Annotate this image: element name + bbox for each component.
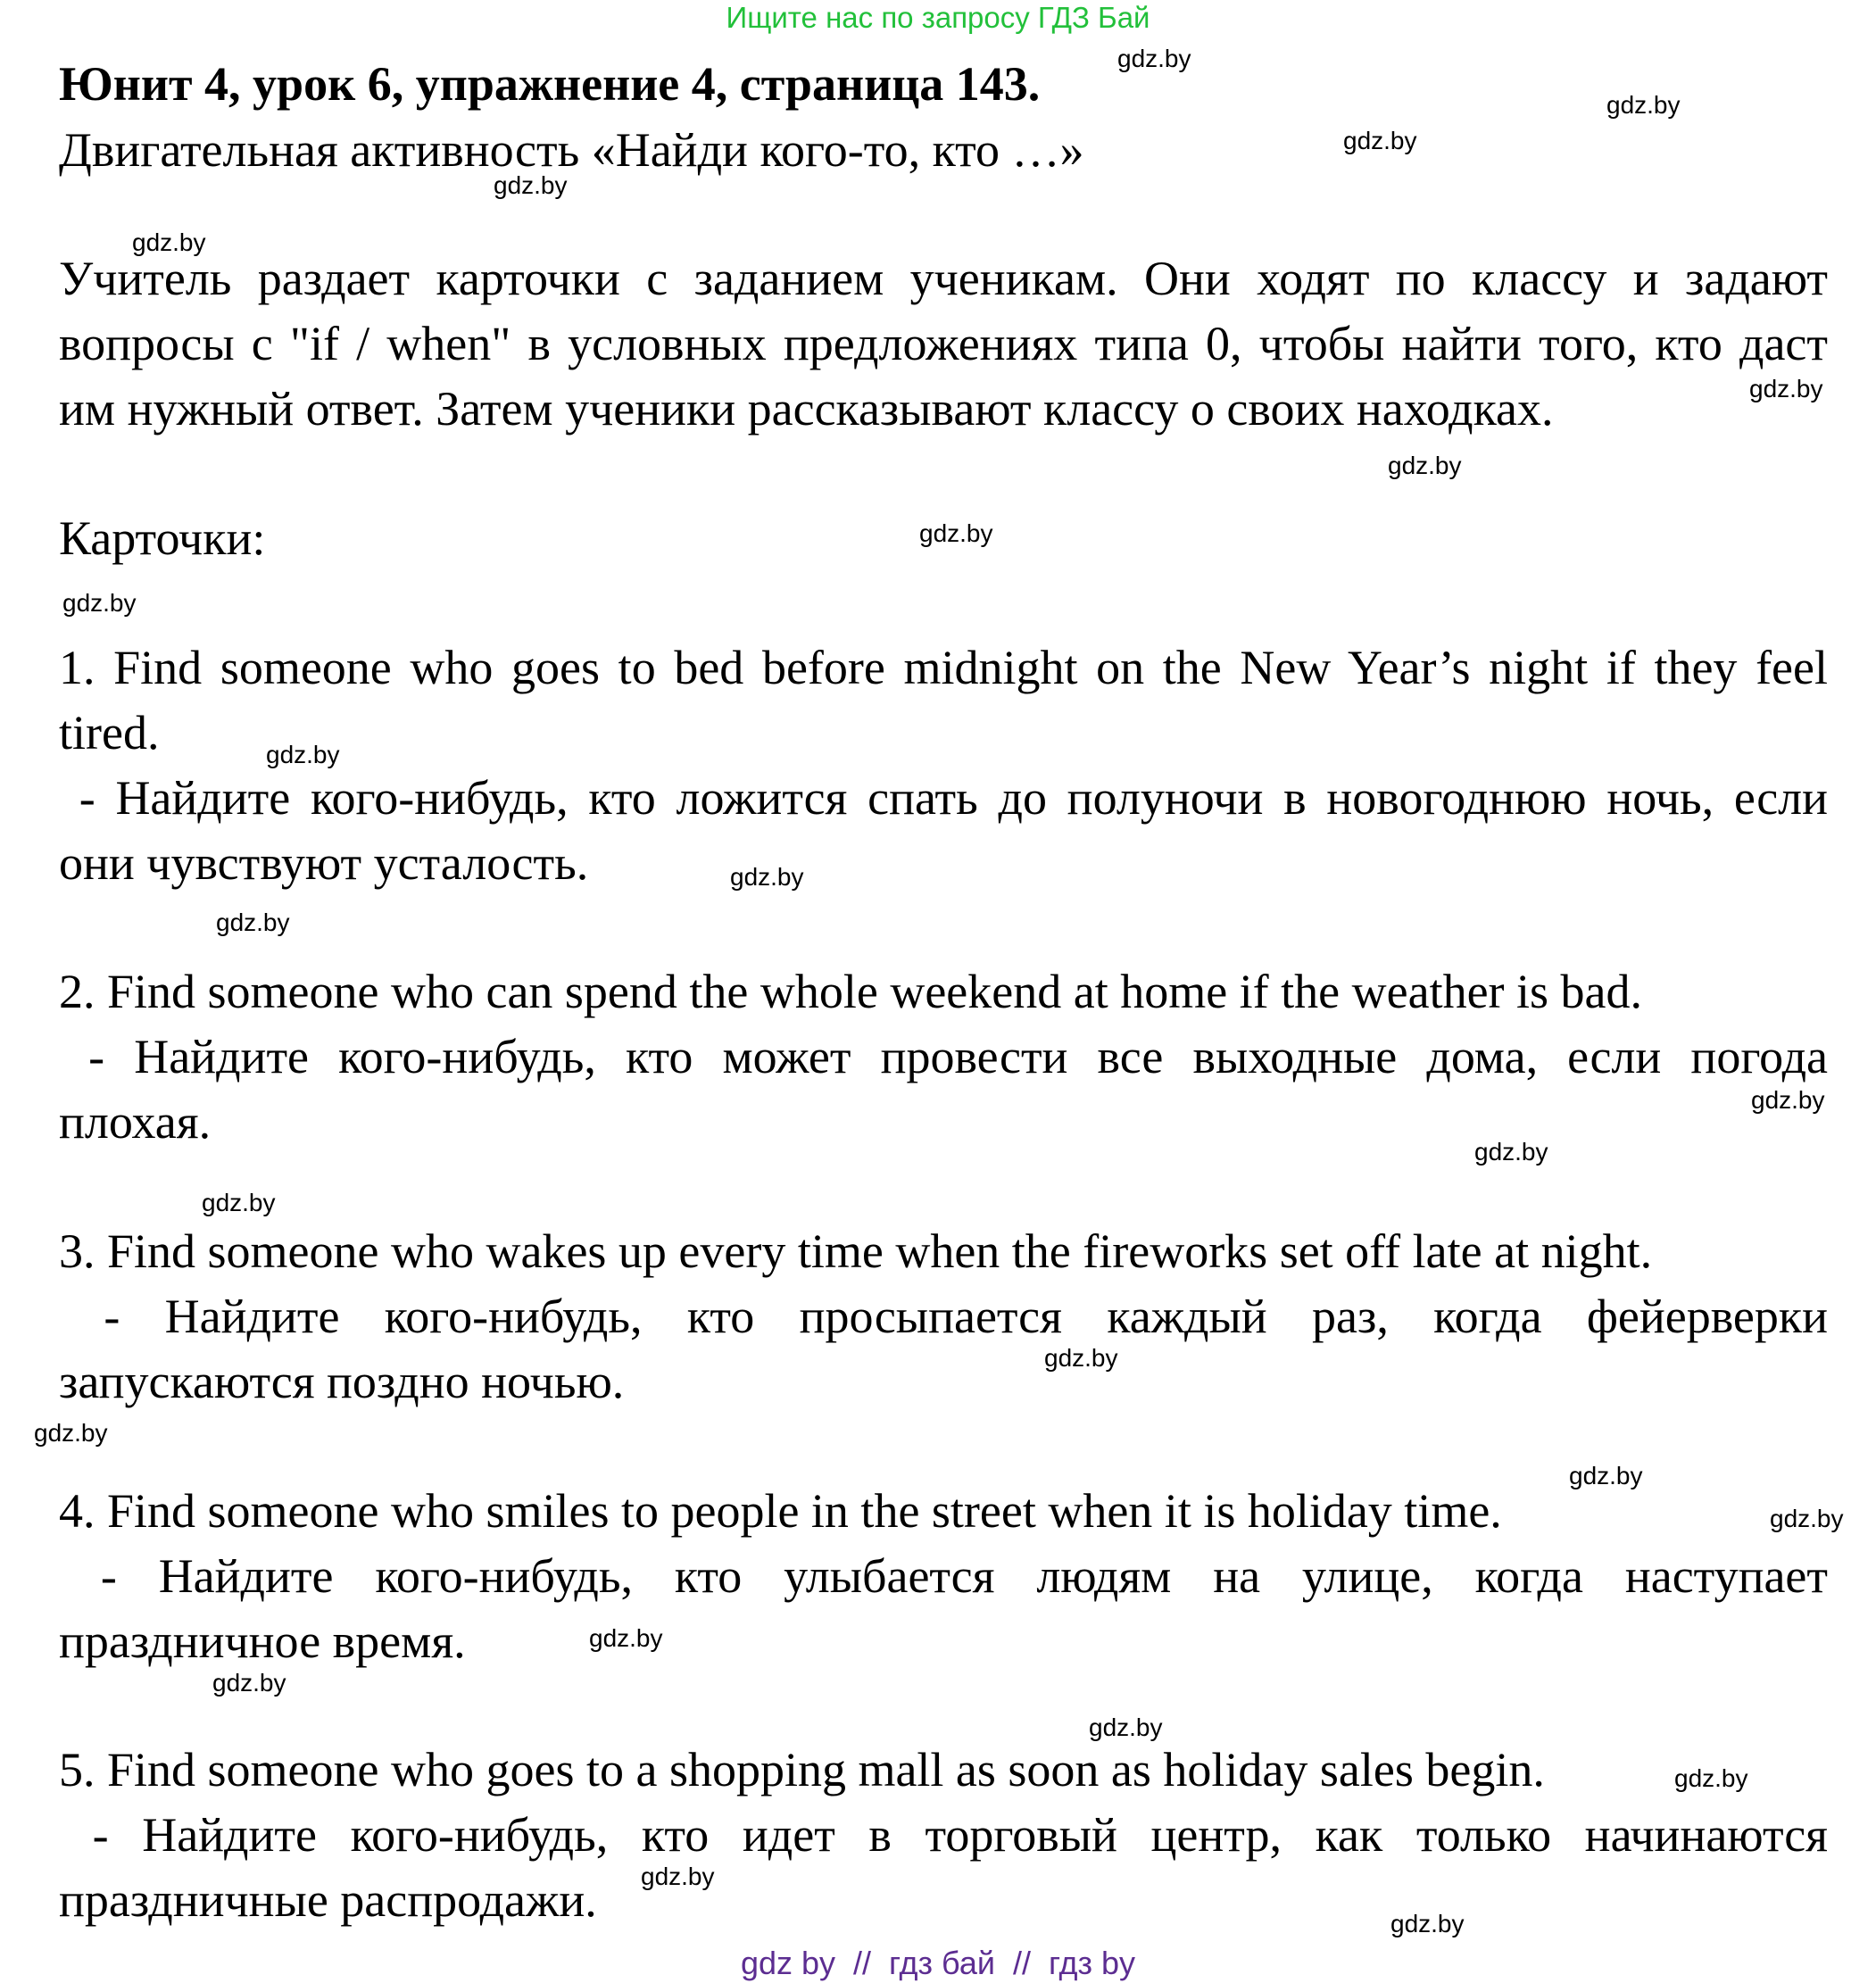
watermark: gdz.by xyxy=(1674,1764,1748,1792)
page-subtitle: Двигательная активность «Найди кого-то, кто …» xyxy=(59,123,1084,177)
card-3-ru-line-1: - Найдите кого-нибудь, кто просыпается каждый раз, когда фейерверки xyxy=(59,1290,1828,1343)
watermark: gdz.by xyxy=(212,1669,286,1697)
watermark: gdz.by xyxy=(1569,1462,1643,1489)
card-5-ru-line-2: праздничные распродажи. xyxy=(59,1873,597,1927)
watermark: gdz.by xyxy=(589,1624,663,1652)
watermark: gdz.by xyxy=(1388,452,1462,479)
card-1-ru-line-1: - Найдите кого-нибудь, кто ложится спать до полуночи в новогоднюю ночь, если xyxy=(59,771,1829,825)
watermark: gdz.by xyxy=(641,1863,715,1890)
card-2-ru-line-2: плохая. xyxy=(59,1095,212,1149)
watermark: gdz.by xyxy=(1751,1086,1825,1114)
card-4-ru-line-2: праздничное время. xyxy=(59,1614,466,1668)
watermark: gdz.by xyxy=(730,863,804,891)
watermark: gdz.by xyxy=(919,519,993,547)
intro-line-2: вопросы с "if / when" в условных предложениях типа 0, чтобы найти того, кто даст xyxy=(59,317,1828,370)
card-3-en-line-1: 3. Find someone who wakes up every time when the fireworks set off late at night. xyxy=(59,1224,1653,1278)
card-5-ru-line-1: - Найдите кого-нибудь, кто идет в торговый центр, как только начинаются xyxy=(59,1808,1829,1862)
watermark: gdz.by xyxy=(1117,45,1191,72)
intro-line-1: Учитель раздает карточки с заданием ученикам. Они ходят по классу и задают xyxy=(59,252,1828,305)
page-title: Юнит 4, урок 6, упражнение 4, страница 143. xyxy=(59,57,1041,111)
watermark: gdz.by xyxy=(1044,1344,1118,1372)
cards-label: Карточки: xyxy=(59,511,266,565)
watermark: gdz.by xyxy=(202,1189,276,1216)
card-2-en-line-1: 2. Find someone who can spend the whole weekend at home if the weather is bad. xyxy=(59,965,1643,1018)
card-2-ru-line-1: - Найдите кого-нибудь, кто может провести все выходные дома, если погода xyxy=(59,1030,1829,1083)
watermark: gdz.by xyxy=(1770,1505,1844,1532)
card-3-ru-line-2: запускаются поздно ночью. xyxy=(59,1355,625,1408)
watermark: gdz.by xyxy=(34,1419,108,1447)
watermark: gdz.by xyxy=(132,228,206,256)
card-4-ru-line-1: - Найдите кого-нибудь, кто улыбается людям на улице, когда наступает xyxy=(59,1549,1828,1603)
top-banner: Ищите нас по запросу ГДЗ Бай xyxy=(726,1,1150,34)
intro-line-3: им нужный ответ. Затем ученики рассказывают классу о своих находках. xyxy=(59,382,1554,436)
watermark: gdz.by xyxy=(1390,1910,1465,1937)
watermark: gdz.by xyxy=(62,589,137,617)
watermark: gdz.by xyxy=(1474,1138,1548,1166)
watermark: gdz.by xyxy=(216,909,290,936)
watermark: gdz.by xyxy=(1606,91,1681,119)
card-4-en-line-1: 4. Find someone who smiles to people in the street when it is holiday time. xyxy=(59,1484,1502,1538)
watermark: gdz.by xyxy=(494,171,568,199)
watermark: gdz.by xyxy=(266,741,340,768)
footer-links: gdz by // гдз бай // гдз by xyxy=(740,1945,1136,1981)
card-5-en-line-1: 5. Find someone who goes to a shopping mall as soon as holiday sales begin. xyxy=(59,1743,1545,1796)
card-1-ru-line-2: они чувствуют усталость. xyxy=(59,836,589,890)
card-1-en-line-2: tired. xyxy=(59,706,160,759)
watermark: gdz.by xyxy=(1089,1713,1163,1741)
watermark: gdz.by xyxy=(1749,375,1823,402)
card-1-en-line-1: 1. Find someone who goes to bed before midnight on the New Year’s night if they feel xyxy=(59,641,1828,694)
watermark: gdz.by xyxy=(1343,127,1417,154)
